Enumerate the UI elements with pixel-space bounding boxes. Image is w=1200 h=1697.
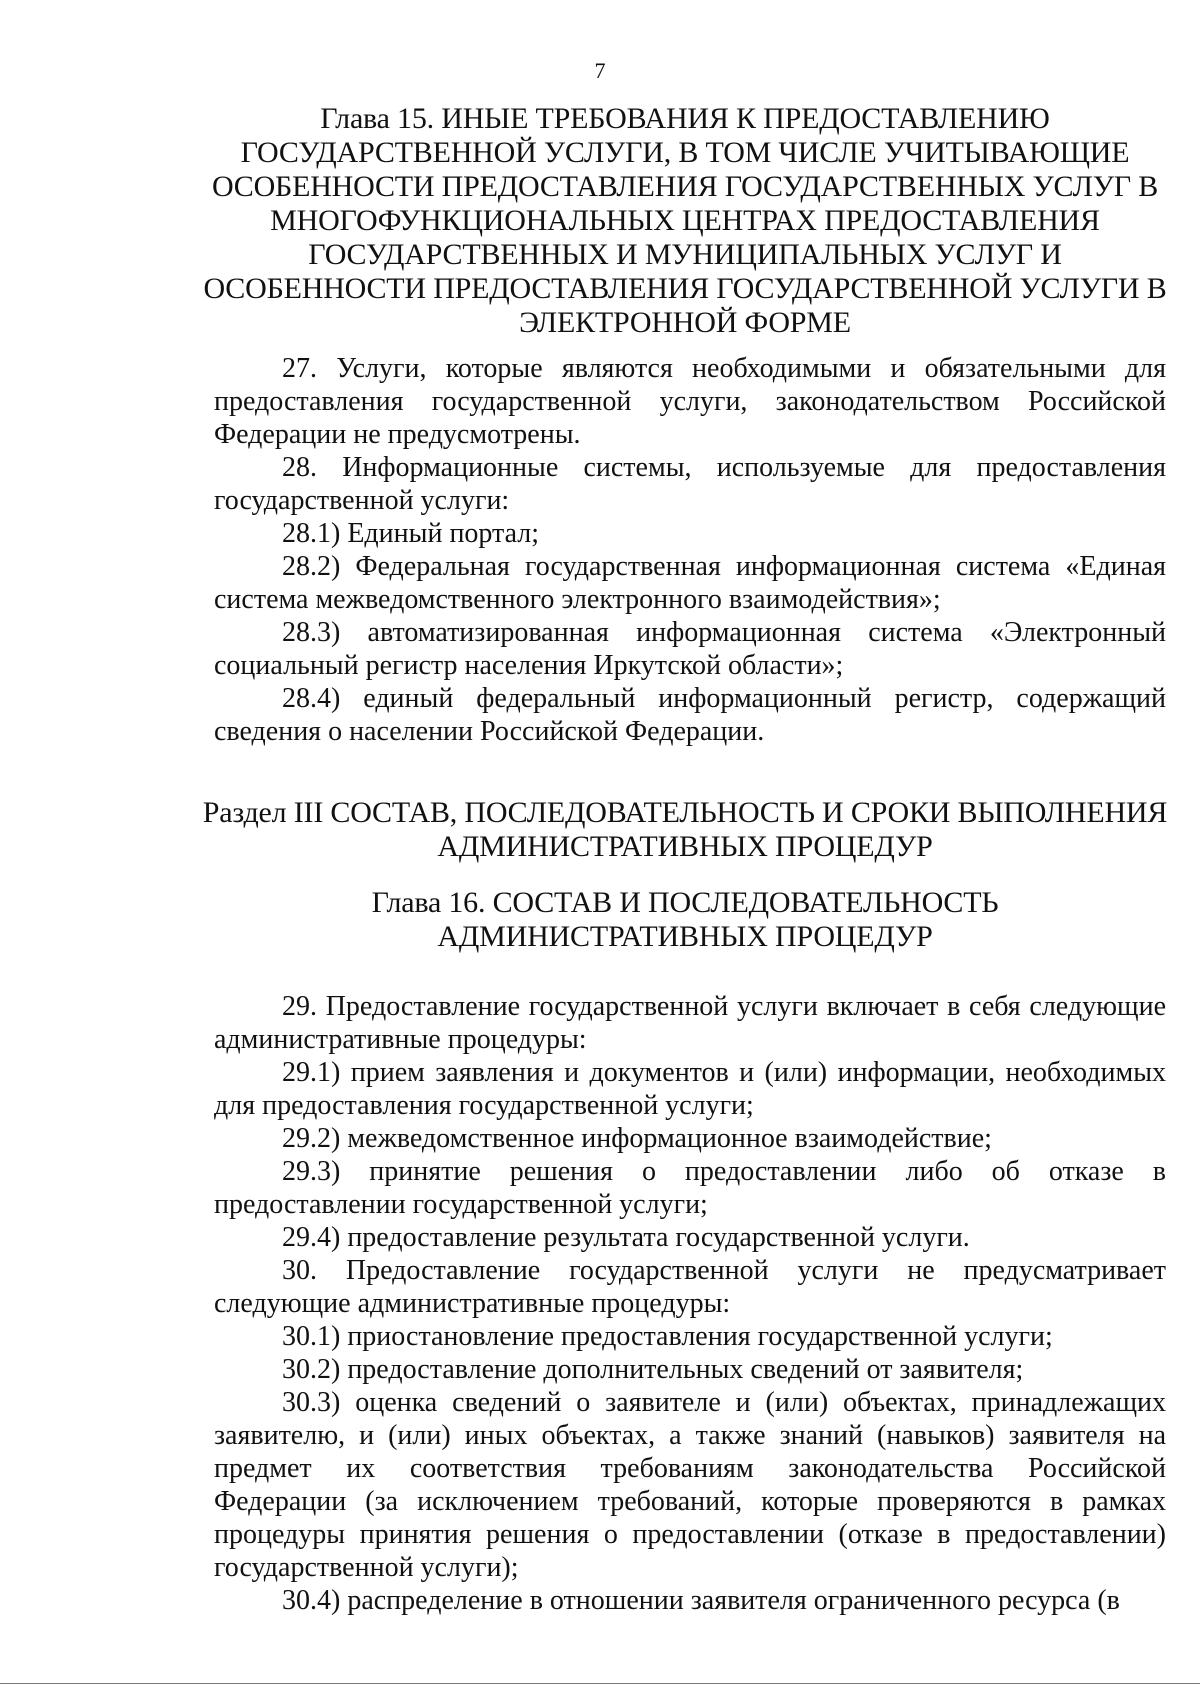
paragraph-30-4: 30.4) распределение в отношении заявителя ограниченного ресурса (в	[282, 1585, 1120, 1616]
chapter-15-heading: Глава 15. ИНЫЕ ТРЕБОВАНИЯ К ПРЕДОСТАВЛЕНИЮ ГОСУДАРСТВЕННОЙ УСЛУГИ, В ТОМ ЧИСЛЕ УЧИТЫВАЮЩИЕ ОСОБЕННОСТИ ПРЕДОСТАВЛЕНИЯ ГОСУДАРСТВЕННЫХ УСЛУГ В МНОГОФУНКЦИОНАЛЬНЫХ ЦЕНТРАХ ПРЕДОСТАВЛЕНИЯ ГОСУДАРСТВЕННЫХ И МУНИЦИПАЛЬНЫХ УСЛУГ И ОСОБЕННОСТИ ПРЕДОСТАВЛЕНИЯ ГОСУДАРСТВЕННОЙ УСЛУГИ В ЭЛЕКТРОННОЙ ФОРМЕ	[203, 102, 1167, 339]
paragraph-28-3: 28.3) автоматизированная информационная система «Электронный социальный регистр населения Иркутской области»;	[214, 617, 1166, 681]
paragraph-29-3: 29.3) принятие решения о предоставлении либо об отказе в предоставлении государственной услуги;	[214, 1156, 1166, 1220]
paragraph-30-2: 30.2) предоставление дополнительных сведений от заявителя;	[282, 1354, 1024, 1385]
paragraph-29-2: 29.2) межведомственное информационное взаимодействие;	[282, 1123, 992, 1154]
paragraph-28-2: 28.2) Федеральная государственная информационная система «Единая система межведомственного электронного взаимодействия»;	[214, 551, 1166, 615]
paragraph-29-1: 29.1) прием заявления и документов и (или) информации, необходимых для предоставления государственной услуги;	[214, 1057, 1166, 1121]
paragraph-28-4: 28.4) единый федеральный информационный регистр, содержащий сведения о населении Российской Федерации.	[214, 683, 1166, 747]
chapter-16-body	[214, 990, 1166, 1617]
paragraph-28-1: 28.1) Единый портал;	[282, 518, 540, 549]
paragraph-30-3: 30.3) оценка сведений о заявителе и (или) объектах, принадлежащих заявителю, и (или) иных объектах, а также знаний (навыков) заявителя на предмет их соответствия требованиям законодательства Российской Федерации (за исключением требований, которые проверяются в рамках процедуры принятия решения о предоставлении (отказе в предоставлении) государственной услуги);	[214, 1387, 1166, 1583]
paragraph-27: 27. Услуги, которые являются необходимыми и обязательными для предоставления государственной услуги, законодательством Российской Федерации не предусмотрены.	[214, 353, 1166, 450]
paragraph-29-4: 29.4) предоставление результата государственной услуги.	[282, 1222, 970, 1253]
paragraph-28: 28. Информационные системы, используемые для предоставления государственной услуги:	[214, 452, 1166, 516]
paragraph-30: 30. Предоставление государственной услуги не предусматривает следующие административные процедуры:	[214, 1255, 1166, 1319]
page-number: 7	[594, 58, 606, 83]
chapter-16-heading: Глава 16. СОСТАВ И ПОСЛЕДОВАТЕЛЬНОСТЬ АДМИНИСТРАТИВНЫХ ПРОЦЕДУР	[371, 886, 999, 953]
chapter-15-body	[214, 352, 1166, 748]
section-3-heading: Раздел III СОСТАВ, ПОСЛЕДОВАТЕЛЬНОСТЬ И СРОКИ ВЫПОЛНЕНИЯ АДМИНИСТРАТИВНЫХ ПРОЦЕДУР	[202, 796, 1168, 863]
paragraph-29: 29. Предоставление государственной услуги включает в себя следующие административные процедуры:	[214, 991, 1166, 1055]
paragraph-30-1: 30.1) приостановление предоставления государственной услуги;	[282, 1321, 1053, 1352]
scan-edge-divider	[0, 1683, 1200, 1684]
